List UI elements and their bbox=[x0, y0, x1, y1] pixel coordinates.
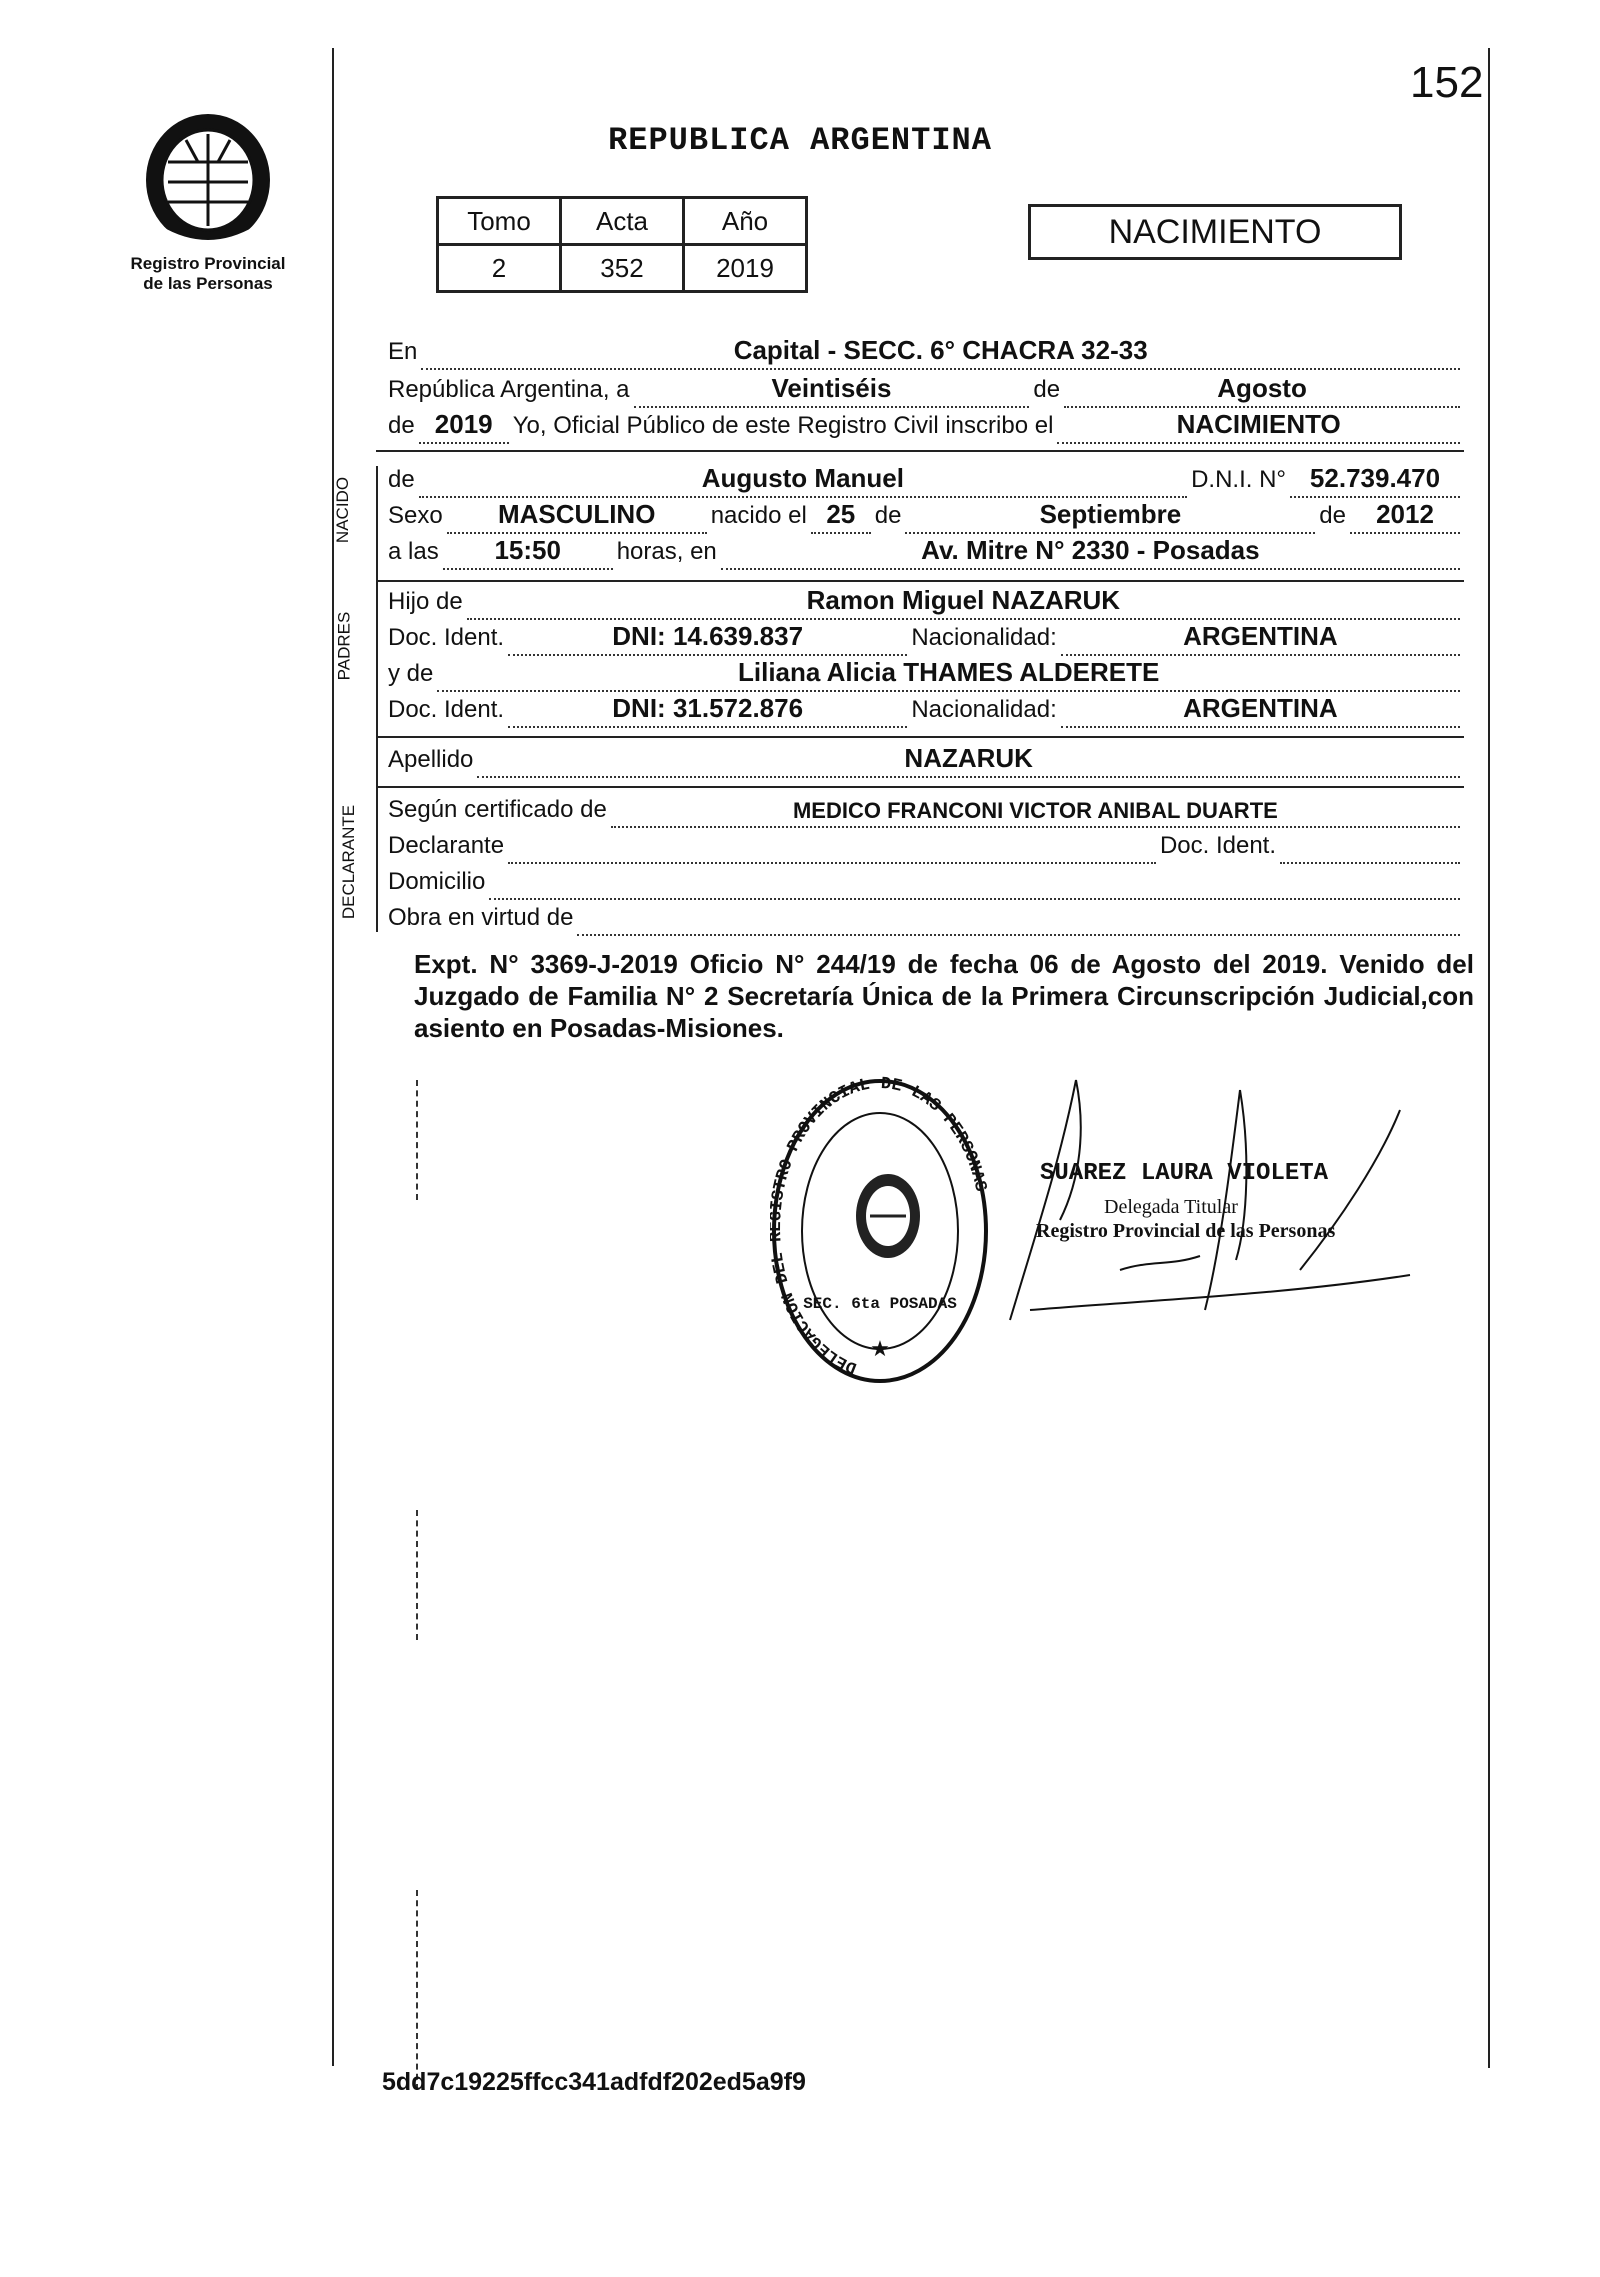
divider-1 bbox=[376, 450, 1464, 452]
certificate-row bbox=[388, 792, 1464, 828]
header-anio: Año bbox=[684, 198, 807, 245]
star-icon: ★ bbox=[870, 1336, 890, 1361]
dni-label: D.N.I. N° bbox=[1191, 466, 1286, 493]
dashed-guide-upper bbox=[416, 1080, 420, 1200]
birth-month: Septiembre bbox=[905, 499, 1315, 534]
father-doc-row bbox=[388, 620, 1464, 656]
obra-label: Obra en virtud de bbox=[388, 904, 574, 931]
father-row bbox=[388, 584, 1464, 620]
date-day: Veintiséis bbox=[634, 373, 1030, 408]
inscribe-label: Yo, Oficial Público de este Registro Civil inscribo el bbox=[512, 412, 1054, 439]
inscribe-year: 2019 bbox=[419, 409, 509, 444]
mother-row bbox=[388, 656, 1464, 692]
label-nacido: NACIDO bbox=[333, 476, 353, 544]
born-de3-label: de bbox=[1319, 502, 1346, 529]
name-label: de bbox=[388, 466, 415, 493]
date-row bbox=[388, 372, 1464, 408]
mother-doc-label: Doc. Ident. bbox=[388, 696, 505, 723]
mother-nat-label: Nacionalidad: bbox=[911, 696, 1057, 723]
declarant-row bbox=[388, 828, 1464, 864]
father-nat-label: Nacionalidad: bbox=[911, 624, 1057, 651]
mother-doc-row bbox=[388, 692, 1464, 728]
declarant-doc-label: Doc. Ident. bbox=[1159, 832, 1276, 859]
born-de-label: de bbox=[874, 502, 902, 529]
official-seal bbox=[770, 1076, 990, 1391]
header-acta: Acta bbox=[561, 198, 684, 245]
inscribe-type: NACIMIENTO bbox=[1057, 409, 1460, 444]
mother-nationality: ARGENTINA bbox=[1061, 693, 1460, 728]
place-label: En bbox=[388, 338, 418, 365]
inscribe-row bbox=[388, 408, 1464, 444]
date-month: Agosto bbox=[1064, 373, 1460, 408]
child-sex: MASCULINO bbox=[447, 499, 707, 534]
born-label: nacido el bbox=[710, 502, 807, 529]
value-anio: 2019 bbox=[684, 245, 807, 292]
child-dni: 52.739.470 bbox=[1290, 463, 1460, 498]
mother-name: Liliana Alicia THAMES ALDERETE bbox=[437, 657, 1460, 692]
value-tomo: 2 bbox=[438, 245, 561, 292]
address-label: Domicilio bbox=[388, 868, 486, 895]
dashed-guide-middle bbox=[416, 1510, 420, 1640]
father-doc: DNI: 14.639.837 bbox=[508, 621, 907, 656]
birth-place: Av. Mitre N° 2330 - Posadas bbox=[721, 535, 1460, 570]
divider-3 bbox=[376, 736, 1464, 738]
mother-doc: DNI: 31.572.876 bbox=[508, 693, 907, 728]
act-type-box: NACIMIENTO bbox=[1028, 204, 1402, 260]
name-row bbox=[388, 462, 1464, 498]
obra-value bbox=[577, 932, 1460, 936]
dashed-guide-lower bbox=[416, 1890, 420, 2090]
birth-day: 25 bbox=[811, 499, 871, 534]
father-label: Hijo de bbox=[388, 588, 463, 615]
left-margin-line bbox=[332, 48, 334, 2066]
seal-outer-text: DELEGACION DEL STRO PROVINCIAL DE LAS PERSONAS bbox=[770, 1076, 990, 1377]
signatory-name: SUAREZ LAURA VIOLETA bbox=[1040, 1160, 1329, 1187]
place-value: Capital - SECC. 6° CHACRA 32-33 bbox=[421, 335, 1460, 370]
signatory-role: Delegada Titular bbox=[1104, 1196, 1238, 1218]
label-padres: PADRES bbox=[334, 611, 354, 681]
mother-label: y de bbox=[388, 660, 434, 687]
surname-label: Apellido bbox=[388, 746, 474, 773]
signatory-org: Registro Provincial de las Personas bbox=[1036, 1220, 1336, 1242]
date-label-de: de bbox=[1033, 376, 1061, 403]
father-name: Ramon Miguel NAZARUK bbox=[467, 585, 1460, 620]
label-declarante: DECLARANTE bbox=[339, 804, 359, 920]
header-tomo: Tomo bbox=[438, 198, 561, 245]
divider-2 bbox=[376, 580, 1464, 582]
sex-label: Sexo bbox=[388, 502, 443, 529]
date-label-a: República Argentina, a bbox=[388, 376, 630, 403]
certificate-value: MEDICO FRANCONI VICTOR ANIBAL DUARTE bbox=[611, 798, 1460, 828]
section-divider-line bbox=[376, 466, 378, 932]
year-label: de bbox=[388, 412, 415, 439]
hours-label: horas, en bbox=[616, 538, 717, 565]
birth-time: 15:50 bbox=[443, 535, 613, 570]
logo-caption-line-2: de las Personas bbox=[143, 274, 273, 293]
declarant-label: Declarante bbox=[388, 832, 505, 859]
logo-caption-line-1: Registro Provincial bbox=[130, 254, 286, 273]
legal-note: Expt. N° 3369-J-2019 Oficio N° 244/19 de fecha 06 de Agosto del 2019. Venido del Juzgado de Familia N° 2 Secretaría Única de la Primera Circunscripción Judicial,con asiento en Posadas-Misiones. bbox=[414, 949, 1474, 1043]
certificate-label: Según certificado de bbox=[388, 796, 607, 823]
logo-caption bbox=[118, 254, 298, 294]
child-name: Augusto Manuel bbox=[419, 463, 1187, 498]
father-nationality: ARGENTINA bbox=[1061, 621, 1460, 656]
surname-value: NAZARUK bbox=[477, 743, 1460, 778]
time-label: a las bbox=[388, 538, 439, 565]
time-row bbox=[388, 534, 1464, 570]
right-margin-line bbox=[1488, 48, 1490, 2068]
sex-row bbox=[388, 498, 1464, 534]
place-row bbox=[388, 334, 1464, 370]
obra-row bbox=[388, 900, 1464, 936]
address-row bbox=[388, 864, 1464, 900]
seal-inner-text: SEC. 6ta POSADAS bbox=[803, 1295, 957, 1313]
registry-table bbox=[436, 196, 808, 293]
page-number: 152 bbox=[1410, 58, 1484, 107]
seal-icon bbox=[770, 1076, 990, 1386]
document-hash: 5dd7c19225ffcc341adfdf202ed5a9f9 bbox=[382, 2068, 806, 2096]
divider-4 bbox=[376, 786, 1464, 788]
document-title: REPUBLICA ARGENTINA bbox=[608, 122, 992, 159]
surname-row bbox=[388, 742, 1464, 778]
birth-year: 2012 bbox=[1350, 499, 1460, 534]
father-doc-label: Doc. Ident. bbox=[388, 624, 505, 651]
value-acta: 352 bbox=[561, 245, 684, 292]
